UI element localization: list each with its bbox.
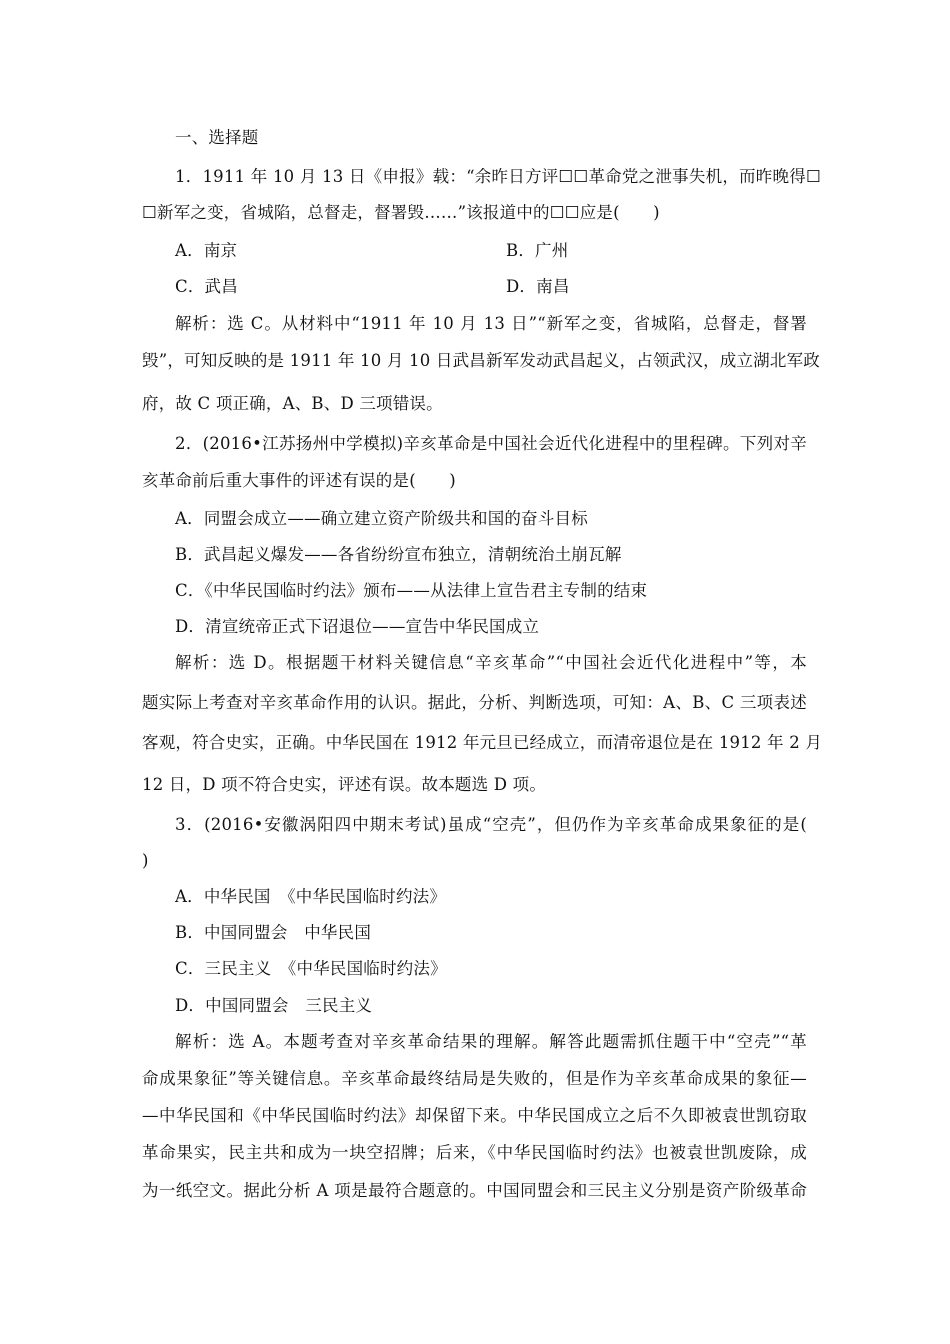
question-2-analysis-line-2: 题实际上考查对辛亥革命作用的认识。据此，分析、判断选项，可知：A、B、C 三项表述 [142, 693, 807, 712]
section-heading: 一、选择题 [175, 128, 259, 147]
question-1-option-d: D．南昌 [506, 277, 570, 296]
question-3-stem-line-1: 3．(2016•安徽涡阳四中期末考试)虽成“空壳”，但仍作为辛亥革命成果象征的是( [175, 815, 807, 834]
question-1-analysis-line-1: 解析：选 C。从材料中“1911 年 10 月 13 日”“新军之变，省城陷，总督走，督署 [175, 314, 807, 333]
question-3-option-d: D．中国同盟会 三民主义 [175, 996, 373, 1015]
question-2-analysis-line-3: 客观，符合史实，正确。中华民国在 1912 年元旦已经成立，而清帝退位是在 1912 年 2 月 [142, 733, 823, 752]
question-1-stem-line-1: 1．1911 年 10 月 13 日《申报》载：“余昨日方评☐☐革命党之泄事失机，而昨晚得☐ [175, 167, 821, 186]
question-2-option-b: B．武昌起义爆发——各省纷纷宣布独立，清朝统治土崩瓦解 [175, 545, 622, 564]
question-1-option-a: A．南京 [175, 241, 238, 260]
question-2-option-d: D．清宣统帝正式下诏退位——宣告中华民国成立 [175, 617, 540, 636]
question-3-analysis-line-3: —中华民国和《中华民国临时约法》却保留下来。中华民国成立之后不久即被袁世凯窃取 [142, 1106, 807, 1125]
question-1-analysis-line-2: 毁”，可知反映的是 1911 年 10 月 10 日武昌新军发动武昌起义，占领武汉，成立湖北军政 [142, 351, 820, 370]
question-3-analysis-line-4: 革命果实，民主共和成为一块空招牌；后来，《中华民国临时约法》也被袁世凯废除，成 [142, 1143, 807, 1162]
question-3-analysis-line-5: 为一纸空文。据此分析 A 项是最符合题意的。中国同盟会和三民主义分别是资产阶级革命 [142, 1181, 807, 1200]
question-2-analysis-line-1: 解析：选 D。根据题干材料关键信息“辛亥革命”“中国社会近代化进程中”等，本 [175, 653, 807, 672]
question-1-analysis-line-3: 府，故 C 项正确，A、B、D 三项错误。 [142, 394, 443, 413]
question-2-analysis-line-4: 12 日，D 项不符合史实，评述有误。故本题选 D 项。 [142, 775, 547, 794]
question-1-stem-line-2: ☐新军之变，省城陷，总督走，督署毁……”该报道中的☐☐应是( ) [142, 203, 660, 222]
question-1-option-c: C．武昌 [175, 277, 238, 296]
question-3-stem-line-2: ) [142, 851, 149, 870]
question-3-option-b: B．中国同盟会 中华民国 [175, 923, 372, 942]
question-2-stem-line-1: 2．(2016•江苏扬州中学模拟)辛亥革命是中国社会近代化进程中的里程碑。下列对辛 [175, 434, 807, 453]
question-3-option-c: C．三民主义 《中华民国临时约法》 [175, 959, 447, 978]
question-3-option-a: A．中华民国 《中华民国临时约法》 [175, 887, 447, 906]
question-2-stem-line-2: 亥革命前后重大事件的评述有误的是( ) [142, 471, 456, 490]
question-3-analysis-line-2: 命成果象征”等关键信息。辛亥革命最终结局是失败的，但是作为辛亥革命成果的象征— [142, 1069, 807, 1088]
question-2-option-a: A．同盟会成立——确立建立资产阶级共和国的奋斗目标 [175, 509, 588, 528]
question-3-analysis-line-1: 解析：选 A。本题考查对辛亥革命结果的理解。解答此题需抓住题干中“空壳”“革 [175, 1032, 807, 1051]
question-2-option-c: C．《中华民国临时约法》颁布——从法律上宣告君主专制的结束 [175, 581, 648, 600]
question-1-option-b: B．广州 [506, 241, 569, 260]
